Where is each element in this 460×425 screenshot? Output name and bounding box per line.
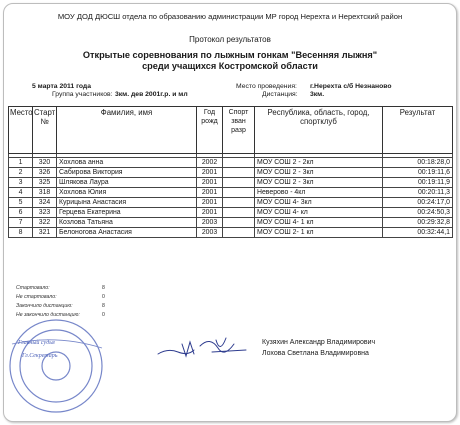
cell-start: 318 <box>33 188 57 198</box>
cell-year: 2001 <box>197 188 223 198</box>
table-row <box>9 178 453 188</box>
cell-start: 325 <box>33 178 57 188</box>
cell-rank <box>223 198 255 208</box>
cell-result: 00:18:28,0 <box>383 158 453 168</box>
organization-line: МОУ ДОД ДЮСШ отдела по образованию администрации МР город Нерехта и Нерехтский район <box>57 12 403 21</box>
cell-start: 324 <box>33 198 57 208</box>
cell-year: 2002 <box>197 158 223 168</box>
stat-label: Закончило дистанцию: <box>16 303 73 309</box>
officials-block <box>262 337 375 359</box>
group-label: Группа участников: <box>52 91 113 98</box>
stat-value: 0 <box>102 294 105 300</box>
table-row <box>9 218 453 228</box>
chief-judge-name: Кузяхин Александр Владимирович <box>262 339 376 346</box>
cell-year: 2001 <box>197 198 223 208</box>
place-value: г.Нерехта с/б Незнаново <box>310 83 392 90</box>
cell-rank <box>223 178 255 188</box>
cell-club: МОУ СОШ 2- 1 кл <box>255 228 383 238</box>
cell-start: 321 <box>33 228 57 238</box>
column-header-club: Республика, область, город, спортклуб <box>255 107 383 154</box>
table-row <box>9 188 453 198</box>
cell-rank <box>223 158 255 168</box>
cell-place: 6 <box>9 208 33 218</box>
stat-label: Стартовало: <box>16 285 50 291</box>
stat-row <box>16 285 105 294</box>
cell-club: МОУ СОШ 2 - 3кл <box>255 178 383 188</box>
cell-year: 2001 <box>197 168 223 178</box>
cell-place: 3 <box>9 178 33 188</box>
cell-place: 7 <box>9 218 33 228</box>
official-stamp <box>4 304 144 422</box>
place-label: Место проведения: <box>236 83 297 90</box>
competition-title <box>4 50 456 72</box>
cell-rank <box>223 228 255 238</box>
cell-club: МОУ СОШ 4- 3кл <box>255 198 383 208</box>
document-title: Протокол результатов <box>189 35 271 44</box>
column-header-result: Результат <box>383 107 453 154</box>
cell-year: 2003 <box>197 218 223 228</box>
cell-result: 00:24:50,3 <box>383 208 453 218</box>
cell-place: 5 <box>9 198 33 208</box>
cell-start: 322 <box>33 218 57 228</box>
cell-place: 4 <box>9 188 33 198</box>
stat-label: Не стартовало: <box>16 294 57 300</box>
cell-name: Белоногова Анастасия <box>57 228 197 238</box>
cell-club: МОУ СОШ 2 - 2кл <box>255 158 383 168</box>
distance-label: Дистанция: <box>262 91 298 98</box>
cell-place: 8 <box>9 228 33 238</box>
cell-rank <box>223 218 255 228</box>
cell-club: МОУ СОШ 2 - 3кл <box>255 168 383 178</box>
cell-start: 323 <box>33 208 57 218</box>
competition-title-line2: среди учащихся Костромской области <box>142 61 318 71</box>
protocol-document <box>3 3 457 422</box>
stat-label: Не закончило дистанцию: <box>16 312 80 318</box>
handwritten-signatures <box>154 326 254 366</box>
stat-value: 0 <box>102 312 105 318</box>
cell-name: Козлова Татьяна <box>57 218 197 228</box>
cell-club: Неверово - 4кл <box>255 188 383 198</box>
table-row <box>9 208 453 218</box>
stamp-text-top: Главный судья <box>18 340 55 346</box>
secretary-name: Лохова Светлана Владимировна <box>262 350 369 357</box>
distance-value: 3км. <box>310 91 325 98</box>
results-table <box>8 106 453 238</box>
cell-result: 00:20:11,3 <box>383 188 453 198</box>
cell-year: 2001 <box>197 208 223 218</box>
competition-title-line1: Открытые соревнования по лыжным гонкам "Весенняя лыжня" <box>82 50 378 60</box>
stamp-text-bottom: Гл.Секретарь <box>22 353 58 359</box>
cell-name: Курицына Анастасия <box>57 198 197 208</box>
cell-name: Герцева Екатерина <box>57 208 197 218</box>
column-header-place: Место <box>9 107 33 154</box>
table-row <box>9 228 453 238</box>
cell-place: 2 <box>9 168 33 178</box>
cell-start: 320 <box>33 158 57 168</box>
cell-name: Сабирова Виктория <box>57 168 197 178</box>
column-header-year: Год рожд <box>197 107 223 154</box>
stat-value: 8 <box>102 285 105 291</box>
cell-place: 1 <box>9 158 33 168</box>
cell-club: МОУ СОШ 4- кл <box>255 208 383 218</box>
cell-start: 326 <box>33 168 57 178</box>
cell-club: МОУ СОШ 4- 1 кл <box>255 218 383 228</box>
table-header-row <box>9 107 453 154</box>
cell-result: 00:19:11,9 <box>383 178 453 188</box>
table-row <box>9 198 453 208</box>
table-row <box>9 168 453 178</box>
table-row <box>9 158 453 168</box>
stat-value: 8 <box>102 303 105 309</box>
cell-result: 00:29:32,8 <box>383 218 453 228</box>
cell-rank <box>223 168 255 178</box>
cell-name: Хохлова Юлия <box>57 188 197 198</box>
column-header-start: Старт № <box>33 107 57 154</box>
cell-rank <box>223 208 255 218</box>
cell-year: 2003 <box>197 228 223 238</box>
cell-name: Хохлова анна <box>57 158 197 168</box>
group-value: 3км. дев 2001г.р. и мл <box>115 91 188 98</box>
cell-result: 00:32:44,1 <box>383 228 453 238</box>
stat-row <box>16 294 105 303</box>
column-header-rank: Спорт зван разр <box>223 107 255 154</box>
competition-date: 5 марта 2011 года <box>32 83 91 90</box>
cell-year: 2001 <box>197 178 223 188</box>
cell-rank <box>223 188 255 198</box>
cell-result: 00:19:11,6 <box>383 168 453 178</box>
cell-result: 00:24:17,0 <box>383 198 453 208</box>
column-header-name: Фамилия, имя <box>57 107 197 154</box>
cell-name: Шлякова Лаура <box>57 178 197 188</box>
